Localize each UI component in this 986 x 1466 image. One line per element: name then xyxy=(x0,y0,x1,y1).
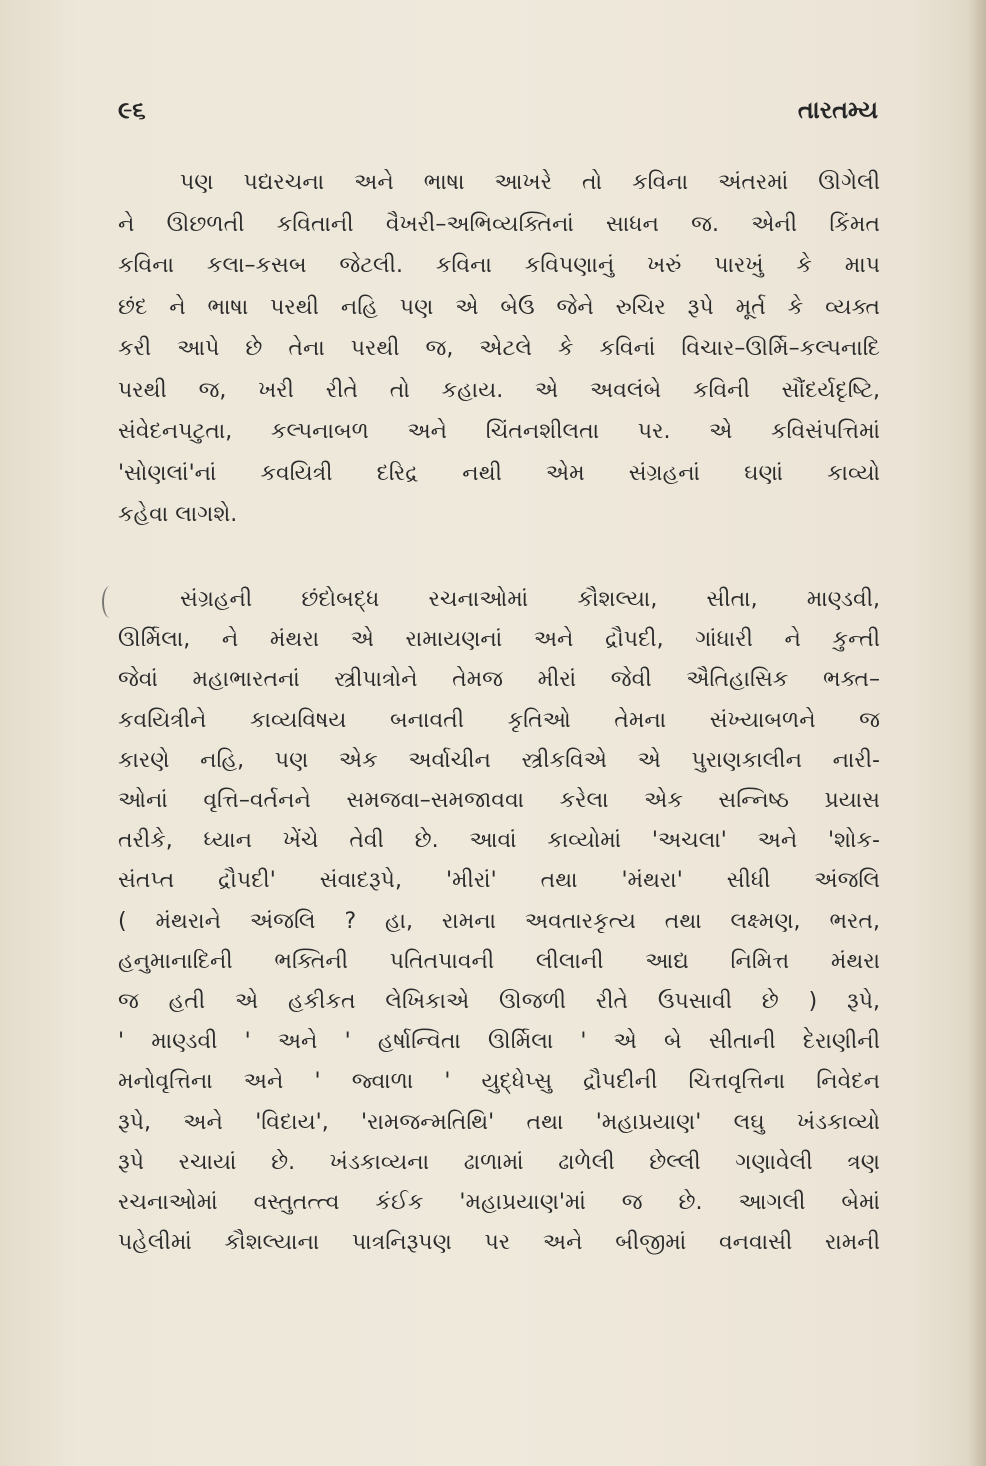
paragraph-line: તરીકે, ધ્યાન ખેંચે તેવી છે. આવાં કાવ્યોમાં 'અચલા' અને 'શોક- xyxy=(118,828,880,854)
paragraph-line: હનુમાનાદિની ભક્તિની પતિતપાવની લીલાની આદ્ય નિમિત્ત મંથરા xyxy=(118,948,880,974)
paragraph-line: જ હતી એ હકીકત લેખિકાએ ઊજળી રીતે ઉપસાવી છે ) રૂપે, xyxy=(118,989,880,1015)
paragraph-line: પણ પદ્યરચના અને ભાષા આખરે તો કવિના અંતરમાં ઊગેલી xyxy=(180,170,880,195)
paragraph-2 xyxy=(118,580,880,1263)
paragraph-line: 'સોણલાં'નાં કવયિત્રી દરિદ્ર નથી એમ સંગ્રહનાં ઘણાં કાવ્યો xyxy=(118,460,880,486)
paragraph-line: મનોવૃત્તિના અને ' જ્વાળા ' યુદ્ધેપ્સુ દ્રૌપદીની ચિત્તવૃત્તિના નિવેદન xyxy=(118,1069,880,1095)
paragraph-line: છંદ ને ભાષા પરથી નહિ પણ એ બેઉ જેને રુચિર રૂપે મૂર્ત કે વ્યક્ત xyxy=(118,294,880,320)
paragraph-line: રૂપે, અને 'વિદાય', 'રામજન્મતિથિ' તથા 'મહાપ્રયાણ' લઘુ ખંડકાવ્યો xyxy=(118,1109,880,1135)
paragraph-line: સંતપ્ત દ્રૌપદી' સંવાદરૂપે, 'મીરાં' તથા 'મંથરા' સીધી અંજલિ xyxy=(118,868,880,894)
paragraph-line: પહેલીમાં કૌશલ્યાના પાત્રનિરૂપણ પર અને બીજીમાં વનવાસી રામની xyxy=(118,1230,880,1256)
paragraph-line: ઊર્મિલા, ને મંથરા એ રામાયણનાં અને દ્રૌપદી, ગાંધારી ને કુન્તી xyxy=(118,627,880,653)
paragraph-line: ' માણ્ડવી ' અને ' હર્ષાન્વિતા ઊર્મિલા ' એ બે સીતાની દેરાણીની xyxy=(118,1029,880,1055)
page-number: ૯૬ xyxy=(118,96,146,124)
paragraph-line: પરથી જ, ખરી રીતે તો કહાય. એ અવલંબે કવિની સૌંદર્યદૃષ્ટિ, xyxy=(118,377,880,403)
paragraph-line: રચનાઓમાં વસ્તુતત્ત્વ કંઈક 'મહાપ્રયાણ'માં જ છે. આગલી બેમાં xyxy=(118,1190,880,1216)
paragraph-line: કવયિત્રીને કાવ્યવિષય બનાવતી કૃતિઓ તેમના સંખ્યાબળને જ xyxy=(118,707,880,733)
paragraph-line: કરી આપે છે તેના પરથી જ, એટલે કે કવિનાં વિચાર–ઊર્મિ–કલ્પનાદિ xyxy=(118,336,880,361)
paragraph-line: સંવેદનપટુતા, કલ્પનાબળ અને ચિંતનશીલતા પર. એ કવિસંપત્તિમાં xyxy=(118,419,880,444)
paragraph-line: સંગ્રહની છંદોબદ્ધ રચનાઓમાં કૌશલ્યા, સીતા, માણ્ડવી, xyxy=(180,587,880,612)
paragraph-1 xyxy=(118,162,880,536)
paragraph-line: ( મંથરાને અંજલિ ? હા, રામના અવતારકૃત્ય તથા લક્ષ્મણ, ભરત, xyxy=(118,908,880,934)
paragraph-line: કહેવા લાગશે. xyxy=(118,502,238,527)
paragraph-line: કવિના કલા–કસબ જેટલી. કવિના કવિપણાનું ખરું પારખું કે માપ xyxy=(118,253,880,278)
pencil-bracket-mark xyxy=(102,586,118,618)
paragraph-line: ને ઊછળતી કવિતાની વૈખરી–અભિવ્યક્તિનાં સાધન જ. એની કિંમત xyxy=(118,211,880,237)
paragraph-line: કારણે નહિ, પણ એક અર્વાચીન સ્ત્રીકવિએ એ પુરાણકાલીન નારી- xyxy=(118,747,880,773)
paragraph-line: ઓનાં વૃત્તિ–વર્તનને સમજવા–સમજાવવા કરેલા એક સન્નિષ્ઠ પ્રયાસ xyxy=(118,788,880,814)
running-title: તારતમ્ય xyxy=(797,96,878,124)
page-header xyxy=(118,96,878,136)
paragraph-line: જેવાં મહાભારતનાં સ્ત્રીપાત્રોને તેમજ મીરાં જેવી ઐતિહાસિક ભક્ત– xyxy=(118,667,880,693)
page-binding-shadow xyxy=(968,0,986,1466)
paragraph-line: રૂપે રચાયાં છે. ખંડકાવ્યના ઢાળામાં ઢાળેલી છેલ્લી ગણાવેલી ત્રણ xyxy=(118,1149,880,1175)
